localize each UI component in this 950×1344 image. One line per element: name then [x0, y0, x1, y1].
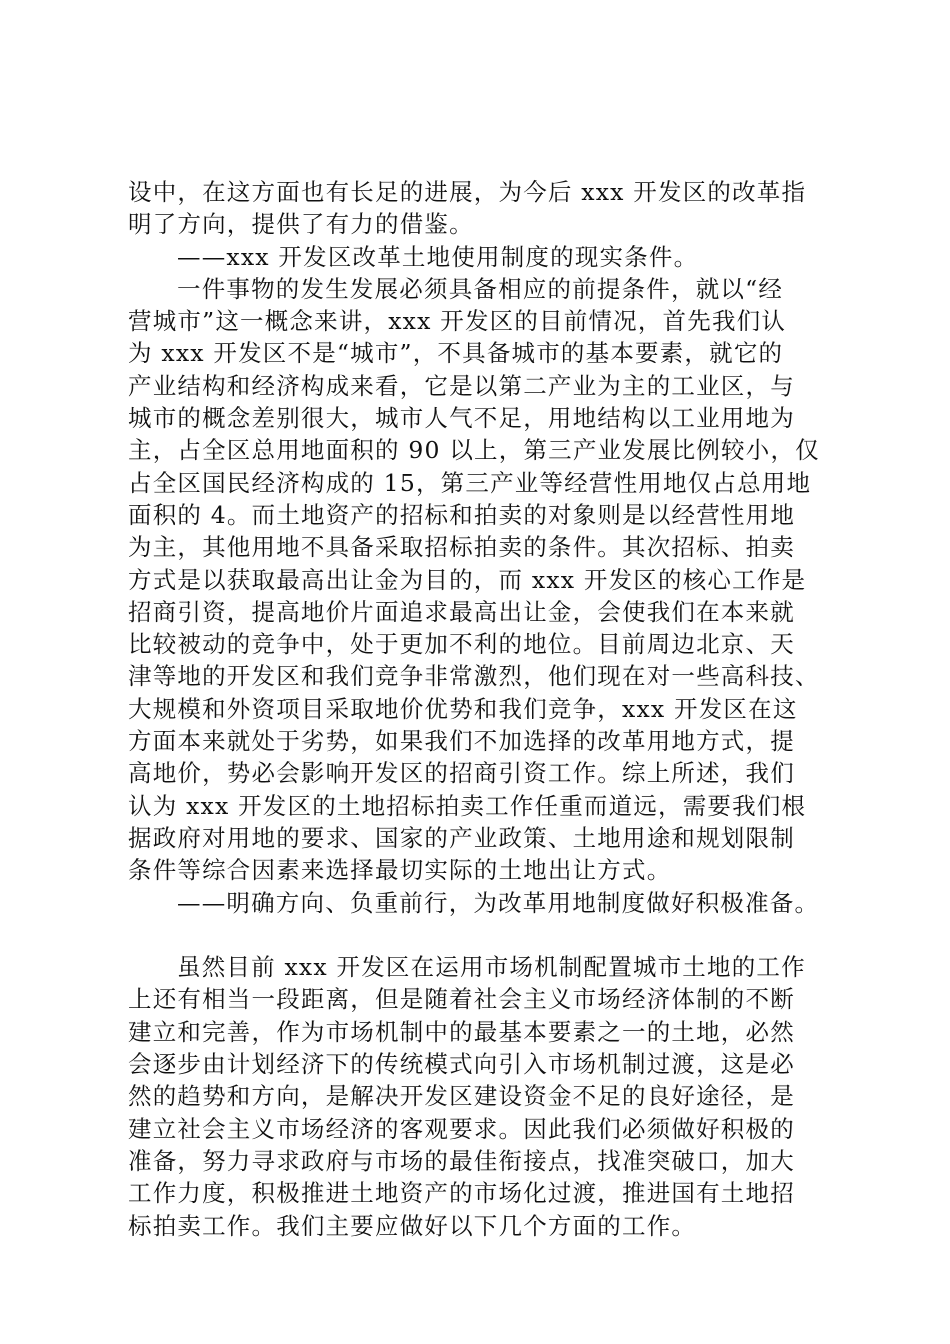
text-line: 方式是以获取最高出让金为目的，而 xxx 开发区的核心工作是 [128, 565, 807, 594]
text-line: 津等地的开发区和我们竞争非常激烈，他们现在对一些高科技、 [128, 662, 820, 691]
text-line: 上还有相当一段距离，但是随着社会主义市场经济体制的不断 [128, 985, 795, 1014]
text-line: 城市的概念差别很大，城市人气不足，用地结构以工业用地为 [128, 404, 795, 433]
text-line: 营城市”这一概念来讲，xxx 开发区的目前情况，首先我们认 [128, 307, 787, 336]
text-line: 建立社会主义市场经济的客观要求。因此我们必须做好积极的 [128, 1114, 795, 1143]
text-line: 据政府对用地的要求、国家的产业政策、土地用途和规划限制 [128, 823, 795, 852]
text-line: 认为 xxx 开发区的土地招标拍卖工作任重而道远，需要我们根 [128, 791, 807, 820]
paragraph-start: 虽然目前 xxx 开发区在运用市场机制配置城市土地的工作 [177, 953, 806, 982]
text-line: 会逐步由计划经济下的传统模式向引入市场机制过渡，这是必 [128, 1050, 795, 1079]
text-line: 工作力度，积极推进土地资产的市场化过渡，推进国有土地招 [128, 1179, 795, 1208]
section-heading: ——xxx 开发区改革土地使用制度的现实条件。 [177, 242, 699, 271]
text-line: 占全区国民经济构成的 15，第三产业等经营性用地仅占总用地 [128, 468, 812, 497]
text-line: 为主，其他用地不具备采取招标拍卖的条件。其次招标、拍卖 [128, 533, 795, 562]
text-line: 招商引资，提高地价片面追求最高出让金，会使我们在本来就 [128, 597, 795, 626]
text-line: 产业结构和经济构成来看，它是以第二产业为主的工业区，与 [128, 371, 795, 400]
blank-line [128, 919, 848, 951]
text-line: 标拍卖工作。我们主要应做好以下几个方面的工作。 [128, 1211, 697, 1240]
paragraph-start: 一件事物的发生发展必须具备相应的前提条件，就以“经 [177, 274, 784, 303]
text-line: 主，占全区总用地面积的 90 以上，第三产业发展比例较小，仅 [128, 436, 820, 465]
text-line: 建立和完善，作为市场机制中的最基本要素之一的土地，必然 [128, 1017, 795, 1046]
text-line: 准备，努力寻求政府与市场的最佳衔接点，找准突破口，加大 [128, 1146, 795, 1175]
body-text [128, 176, 848, 1242]
text-line: 条件等综合因素来选择最切实际的土地出让方式。 [128, 856, 672, 885]
text-line: 为 xxx 开发区不是“城市”，不具备城市的基本要素，就它的 [128, 339, 784, 368]
section-heading: ——明确方向、负重前行，为改革用地制度做好积极准备。 [177, 888, 820, 917]
text-line: 明了方向，提供了有力的借鉴。 [128, 210, 474, 239]
text-line: 然的趋势和方向，是解决开发区建设资金不足的良好途径，是 [128, 1082, 795, 1111]
text-line: 面积的 4。而土地资产的招标和拍卖的对象则是以经营性用地 [128, 500, 796, 529]
text-line: 方面本来就处于劣势，如果我们不加选择的改革用地方式，提 [128, 727, 795, 756]
text-line: 大规模和外资项目采取地价优势和我们竞争，xxx 开发区在这 [128, 694, 798, 723]
text-line: 设中，在这方面也有长足的进展，为今后 xxx 开发区的改革指 [128, 178, 807, 206]
text-line: 高地价，势必会影响开发区的招商引资工作。综上所述，我们 [128, 759, 795, 788]
text-line: 比较被动的竞争中，处于更加不利的地位。目前周边北京、天 [128, 630, 795, 659]
